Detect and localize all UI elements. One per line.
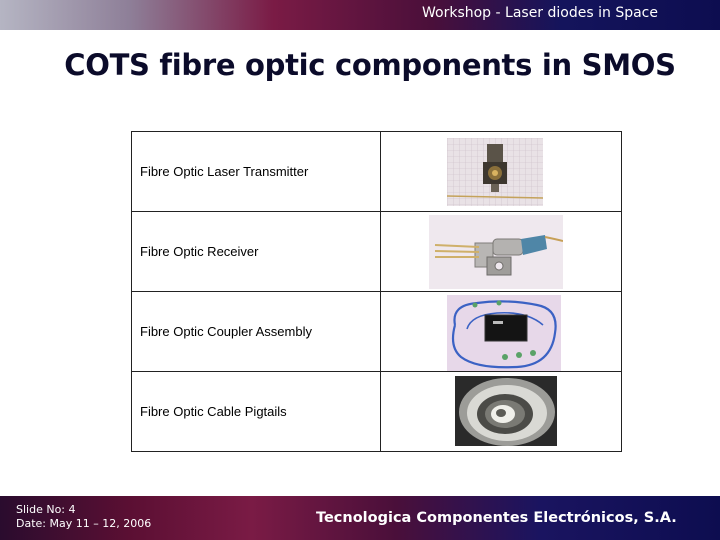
- component-label: Fibre Optic Laser Transmitter: [132, 132, 381, 212]
- footer-meta: [16, 503, 151, 531]
- slide-number: Slide No: 4: [16, 503, 76, 516]
- table-row: [132, 292, 622, 372]
- workshop-title: Workshop - Laser diodes in Space: [422, 5, 658, 21]
- receiver-photo: [429, 215, 563, 289]
- company-name: Tecnologica Componentes Electrónicos, S.A.: [316, 510, 677, 526]
- table-row: [132, 372, 622, 452]
- component-label: Fibre Optic Receiver: [132, 212, 381, 292]
- footer-bar: [0, 496, 720, 540]
- coupler-assembly-photo: [447, 295, 561, 371]
- component-label: Fibre Optic Coupler Assembly: [132, 292, 381, 372]
- header-bar: [0, 0, 720, 30]
- component-label: Fibre Optic Cable Pigtails: [132, 372, 381, 452]
- cable-pigtail-photo: [455, 376, 557, 446]
- components-table: [131, 131, 622, 452]
- table-row: [132, 212, 622, 292]
- slide-date: Date: May 11 – 12, 2006: [16, 517, 152, 530]
- slide-title: COTS fibre optic components in SMOS: [64, 48, 676, 82]
- laser-transmitter-photo: [447, 138, 543, 206]
- table-row: [132, 132, 622, 212]
